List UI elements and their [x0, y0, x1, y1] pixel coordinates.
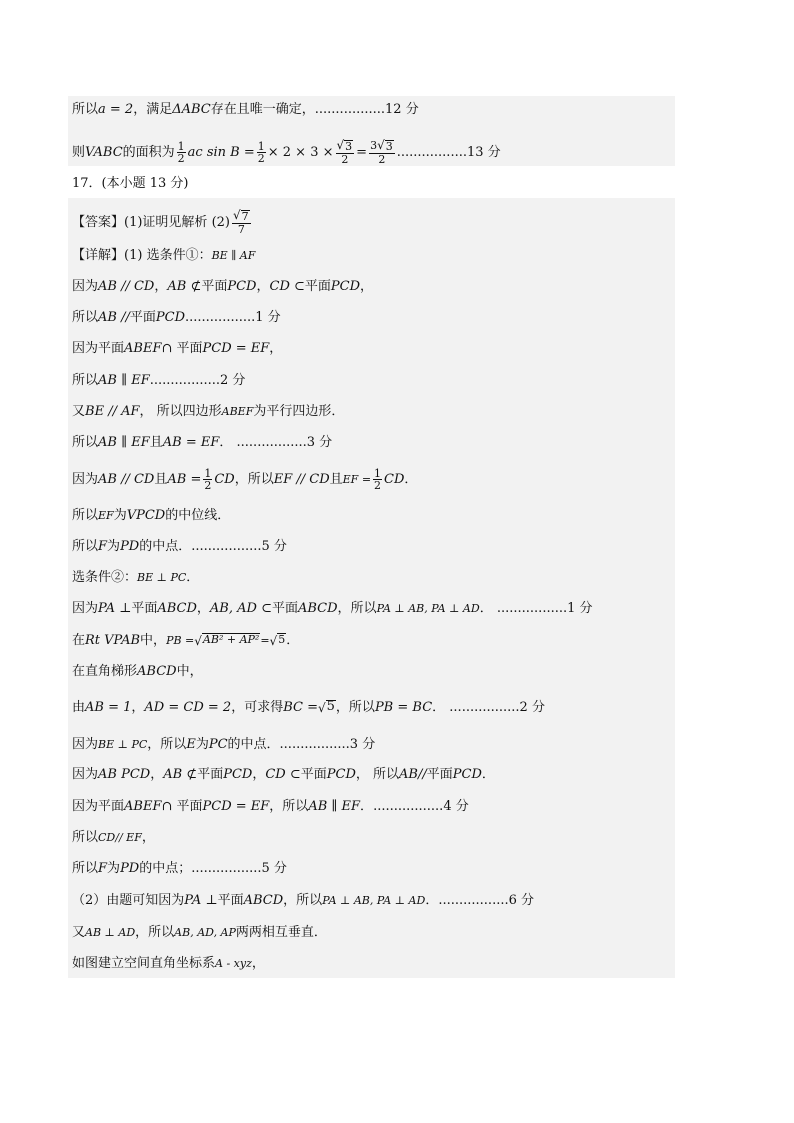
- text-span: 5 分: [261, 539, 287, 554]
- text-span: 选条件②：: [72, 570, 138, 585]
- text-span: ， 所以四边形: [139, 404, 222, 419]
- text-span: PA ⊥: [184, 893, 218, 908]
- text-span: 5 分: [261, 861, 287, 876]
- text-span: ABCD: [297, 601, 338, 616]
- text-span: 2: [257, 152, 265, 165]
- text-span: (2): [211, 214, 230, 230]
- text-span: 因为: [72, 471, 99, 487]
- text-span: 且: [149, 435, 163, 450]
- square-root: [318, 700, 336, 716]
- text-span: PCD: [330, 279, 361, 294]
- text-span: AB//: [399, 767, 427, 782]
- text-span: 1: [204, 467, 212, 480]
- fraction: [203, 468, 212, 491]
- text-span: PD: [120, 539, 140, 554]
- text-line: [72, 140, 501, 165]
- text-span: =: [260, 634, 270, 647]
- text-span: ∩ 平面: [161, 341, 203, 356]
- text-span: EF // CD: [273, 471, 330, 487]
- fraction: [373, 468, 382, 491]
- text-span: ∩ 平面: [161, 799, 203, 814]
- text-span: （2）由题可知因为: [72, 893, 185, 908]
- text-span: ．: [481, 767, 495, 782]
- text-line: [72, 601, 593, 617]
- text-line: [72, 468, 417, 491]
- text-span: ，: [131, 700, 145, 715]
- text-span: 所以: [72, 102, 99, 117]
- text-span: 且: [154, 471, 168, 487]
- text-span: AB, AD, AP: [174, 926, 236, 939]
- text-span: AB ∥ EF: [98, 435, 150, 450]
- text-span: EF =: [342, 472, 372, 486]
- text-span: AB // CD: [98, 471, 155, 487]
- text-span: 两两相互垂直．: [235, 925, 327, 940]
- text-line: [72, 664, 203, 680]
- text-span: 由: [72, 700, 86, 715]
- text-span: ．: [186, 570, 200, 585]
- square-root: [270, 633, 287, 649]
- text-span: CD: [384, 471, 405, 487]
- text-span: F: [98, 539, 108, 554]
- text-span: .................: [373, 799, 444, 814]
- text-span: 在直角梯形: [72, 664, 138, 679]
- text-line: [72, 893, 534, 909]
- text-span: 的中点．: [139, 539, 192, 554]
- text-span: × 2 × 3 ×: [267, 144, 334, 160]
- text-line: [72, 341, 282, 357]
- text-span: 又: [72, 404, 86, 419]
- text-span: 7: [237, 223, 245, 236]
- text-line: [72, 373, 245, 389]
- math-part: [369, 140, 395, 154]
- text-span: 为: [113, 508, 127, 523]
- text-span: CD: [214, 471, 235, 487]
- text-line: [72, 248, 255, 264]
- text-span: .................: [149, 373, 220, 388]
- text-span: ．: [286, 633, 300, 648]
- text-span: 平面: [129, 310, 156, 325]
- text-span: AB ⊄: [163, 767, 198, 782]
- text-span: ．: [219, 435, 233, 450]
- text-span: 平面: [131, 601, 158, 616]
- text-line: [72, 925, 327, 941]
- text-span: 13 分: [466, 144, 501, 160]
- text-span: 2 分: [220, 373, 246, 388]
- text-span: 所以: [72, 310, 99, 325]
- text-span: ac sin B =: [187, 144, 255, 160]
- text-span: ，所以: [147, 737, 187, 752]
- text-span: PA ⊥: [98, 601, 132, 616]
- text-span: ，所以: [234, 471, 274, 487]
- text-line: [72, 830, 155, 846]
- text-span: ，所以: [269, 799, 309, 814]
- text-span: 2: [341, 153, 349, 166]
- text-span: PCD: [155, 310, 185, 325]
- text-span: 平面: [197, 767, 224, 782]
- text-span: ，: [252, 767, 266, 782]
- text-span: 2 分: [519, 700, 545, 715]
- text-span: ABEF: [221, 405, 254, 418]
- math-part: √: [336, 138, 345, 152]
- text-span: 因为平面: [72, 799, 125, 814]
- text-span: 平面: [300, 767, 327, 782]
- text-span: 2: [204, 479, 212, 492]
- math-part: [377, 140, 394, 153]
- text-span: (1) 选条件①：: [124, 248, 212, 263]
- text-span: 的中位线．: [165, 508, 231, 523]
- text-line: [72, 700, 545, 716]
- text-span: 因为: [72, 279, 99, 294]
- text-span: 平面: [201, 279, 228, 294]
- text-span: 平面: [271, 601, 298, 616]
- text-span: 4 分: [443, 799, 469, 814]
- text-span: PA ⊥ AB, PA ⊥ AD: [322, 894, 426, 907]
- text-span: ΔABC: [172, 102, 211, 117]
- text-span: PCD: [227, 279, 257, 294]
- text-span: 又: [72, 925, 86, 940]
- text-span: BE ⊥ PC: [137, 571, 187, 584]
- square-root: [194, 633, 260, 649]
- text-span: .................: [496, 601, 568, 616]
- text-span: ，: [269, 341, 283, 356]
- text-span: 在: [72, 633, 86, 648]
- text-span: .................: [185, 310, 256, 325]
- text-span: 的中点．: [227, 737, 280, 752]
- math-part: [233, 210, 250, 223]
- text-span: VPCD: [126, 508, 166, 523]
- text-span: 12 分: [385, 102, 419, 117]
- text-span: 如图建立空间直角坐标系: [72, 956, 216, 971]
- text-span: 所以: [72, 373, 99, 388]
- text-span: AB = 1: [85, 700, 132, 715]
- text-line: [72, 539, 287, 555]
- text-span: ，: [196, 601, 210, 616]
- text-span: AB ∥ EF: [308, 799, 361, 814]
- text-span: 所以: [72, 539, 99, 554]
- text-span: .................: [236, 435, 307, 450]
- text-line: [72, 102, 419, 118]
- text-span: AD = CD = 2: [144, 700, 232, 715]
- math-part: √: [269, 634, 278, 648]
- text-span: F: [98, 861, 108, 876]
- text-span: AB //: [98, 310, 130, 325]
- text-span: 因为平面: [72, 341, 125, 356]
- math-part: √: [317, 701, 326, 715]
- text-span: AB² + AP²: [202, 633, 260, 646]
- math-part: [232, 210, 251, 224]
- text-span: 平面: [426, 767, 453, 782]
- text-span: ，: [360, 279, 374, 294]
- text-span: 中，: [140, 633, 167, 648]
- text-span: 1 分: [255, 310, 281, 325]
- text-line: [72, 508, 230, 524]
- text-span: .................: [191, 539, 262, 554]
- text-span: 平面: [304, 279, 331, 294]
- text-span: 1: [177, 140, 185, 153]
- text-line: [72, 570, 199, 586]
- text-span: AB =: [167, 471, 202, 487]
- text-span: .................: [279, 737, 350, 752]
- text-span: ，满足: [133, 102, 173, 117]
- text-span: ．: [479, 601, 493, 616]
- text-span: 【答案】: [72, 214, 125, 230]
- text-span: 3 分: [306, 435, 333, 450]
- text-span: PB = BC: [374, 700, 433, 715]
- text-span: ，: [256, 279, 270, 294]
- text-span: 为: [195, 737, 209, 752]
- text-span: ，所以: [335, 700, 375, 715]
- text-span: ，: [154, 279, 168, 294]
- text-line: [72, 279, 373, 295]
- text-span: VABC: [85, 144, 123, 160]
- text-span: 17．(本小题 13 分): [72, 176, 189, 191]
- text-span: EF: [98, 509, 114, 522]
- math-part: [336, 140, 355, 154]
- text-span: PB =: [166, 634, 195, 647]
- text-span: ．: [404, 471, 418, 487]
- text-span: (1)证明见解析: [124, 214, 208, 230]
- text-span: 6 分: [508, 893, 534, 908]
- math-part: √: [233, 208, 241, 222]
- text-span: 因为: [72, 601, 99, 616]
- text-span: 7: [241, 210, 249, 223]
- text-span: ，: [251, 956, 265, 971]
- fraction: [336, 140, 355, 165]
- text-span: PCD = EF: [202, 799, 270, 814]
- text-span: 且: [329, 471, 343, 487]
- text-line: [72, 799, 469, 815]
- text-span: .................: [449, 700, 520, 715]
- text-span: PCD = EF: [202, 341, 270, 356]
- text-span: ABCD: [137, 664, 177, 679]
- text-span: ABCD: [157, 601, 197, 616]
- text-span: a = 2: [98, 102, 134, 117]
- text-span: Rt VPAB: [85, 633, 141, 648]
- text-span: 所以: [72, 508, 99, 523]
- text-span: 因为: [72, 767, 99, 782]
- text-line: [72, 737, 375, 753]
- text-span: ABCD: [243, 893, 284, 908]
- text-span: ， 所以: [355, 767, 400, 782]
- text-line: [72, 310, 281, 326]
- text-span: 2: [374, 479, 382, 492]
- text-span: 所以: [72, 830, 99, 845]
- text-span: AB // CD: [98, 279, 155, 294]
- text-span: AB ⊄: [167, 279, 202, 294]
- text-span: AB, AD ⊂: [209, 601, 272, 616]
- text-span: 1 分: [567, 601, 593, 616]
- text-span: ．: [425, 893, 439, 908]
- text-span: .................: [314, 102, 386, 117]
- text-span: 为: [107, 861, 121, 876]
- math-part: √: [377, 138, 385, 152]
- text-span: A - xyz: [215, 957, 252, 970]
- text-span: CD// EF: [98, 831, 142, 844]
- text-span: ，: [141, 830, 155, 845]
- text-span: .................: [191, 861, 262, 876]
- question-heading: [72, 176, 189, 192]
- text-span: 为: [107, 539, 121, 554]
- text-span: =: [356, 144, 368, 160]
- text-span: ，所以: [135, 925, 175, 940]
- text-span: CD ⊂: [265, 767, 301, 782]
- text-span: BE // AF: [85, 404, 140, 419]
- text-span: BC =: [283, 700, 318, 715]
- text-span: ，: [150, 767, 164, 782]
- text-span: 所以: [72, 861, 99, 876]
- text-span: 为平行四边形．: [253, 404, 345, 419]
- text-span: 存在且唯一确定，: [210, 102, 315, 117]
- text-span: BE ⊥ PC: [98, 738, 148, 751]
- text-span: CD ⊂: [269, 279, 305, 294]
- text-line: [72, 767, 495, 783]
- fraction: [177, 141, 186, 164]
- math-part: √: [194, 634, 202, 648]
- text-span: AB PCD: [98, 767, 151, 782]
- text-span: 3: [385, 140, 393, 153]
- answer-line: [72, 210, 253, 235]
- text-span: ，所以: [283, 893, 323, 908]
- text-span: .................: [438, 893, 509, 908]
- text-span: PD: [120, 861, 140, 876]
- text-span: 5: [278, 633, 286, 646]
- text-span: 中，: [176, 664, 203, 679]
- text-span: 的中点；: [139, 861, 192, 876]
- text-span: AB ∥ EF: [98, 373, 150, 388]
- text-span: 平面: [217, 893, 244, 908]
- text-span: 3: [370, 139, 378, 152]
- text-line: [72, 435, 332, 451]
- text-span: ，可求得: [231, 700, 284, 715]
- text-span: ABEF: [124, 341, 162, 356]
- text-span: AB = EF: [162, 435, 220, 450]
- text-span: 5: [326, 699, 335, 714]
- text-span: 3: [345, 140, 353, 153]
- text-line: [72, 404, 344, 420]
- text-span: 因为: [72, 737, 99, 752]
- text-line: [72, 956, 265, 972]
- text-span: PCD: [223, 767, 253, 782]
- fraction: [369, 140, 395, 165]
- fraction: [257, 141, 266, 164]
- text-span: PA ⊥ AB, PA ⊥ AD: [376, 602, 480, 615]
- text-span: 所以: [72, 435, 99, 450]
- text-span: 【详解】: [72, 248, 125, 263]
- text-span: 2: [378, 153, 386, 166]
- text-span: ．: [432, 700, 446, 715]
- text-span: ．: [360, 799, 374, 814]
- text-span: BE ∥ AF: [211, 249, 256, 262]
- math-part: [337, 140, 354, 153]
- text-span: 3 分: [349, 737, 376, 752]
- text-span: 1: [257, 140, 265, 153]
- text-span: PCD: [326, 767, 356, 782]
- text-span: 2: [177, 152, 185, 165]
- text-span: ，所以: [337, 601, 377, 616]
- text-span: PCD: [452, 767, 482, 782]
- fraction: [232, 210, 251, 235]
- text-span: AB ⊥ AD: [85, 926, 136, 939]
- text-span: ABEF: [124, 799, 162, 814]
- text-span: E: [186, 737, 196, 752]
- text-span: PC: [208, 737, 228, 752]
- text-line: [72, 633, 299, 649]
- text-line: [72, 861, 287, 877]
- text-span: 则: [72, 144, 86, 160]
- text-span: .................: [396, 144, 467, 160]
- text-span: 的面积为: [122, 144, 175, 160]
- text-span: 1: [374, 467, 382, 480]
